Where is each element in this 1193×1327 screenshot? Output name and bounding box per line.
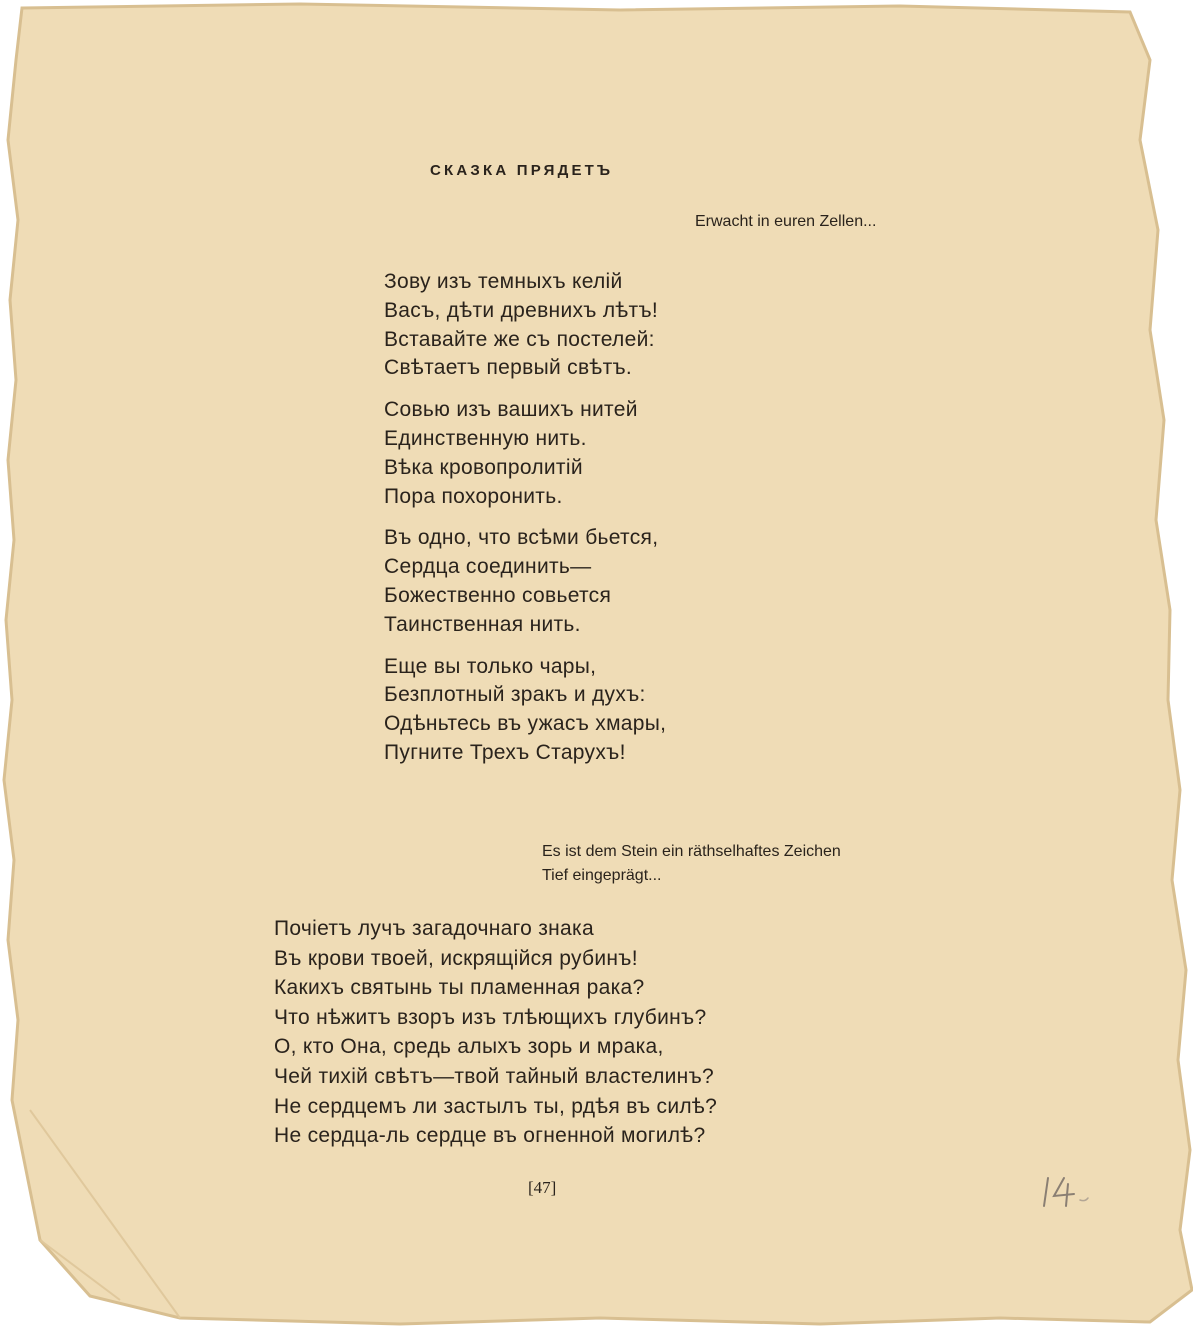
verse-line: Свѣтаетъ первый свѣтъ. xyxy=(384,356,633,380)
verse-line: Вѣка кровопролитій xyxy=(384,455,583,479)
stanza xyxy=(384,268,666,383)
verse-line: Единственную нить. xyxy=(384,426,587,450)
verse-line: Не сердца-ль сердце въ огненной могилѣ? xyxy=(274,1124,706,1148)
verse-line: Пора похоронить. xyxy=(384,484,563,508)
verse-line: Божественно совьется xyxy=(384,583,612,607)
verse-line: Вставайте же съ постелей: xyxy=(384,327,655,351)
verse-line: Пугните Трехъ Старухъ! xyxy=(384,740,626,764)
verse-line: Въ одно, что всѣми бьется, xyxy=(384,526,659,550)
poem-title: СКАЗКА ПРЯДЕТЪ xyxy=(430,162,614,179)
verse-line: Безплотный зракъ и духъ: xyxy=(384,683,646,707)
stanza xyxy=(384,396,666,511)
epigraph-second xyxy=(542,840,841,888)
verse-line: Одѣньтесь въ ужасъ хмары, xyxy=(384,712,667,736)
stanza xyxy=(384,524,666,639)
verse-line: Какихъ святынь ты пламенная рака? xyxy=(274,976,645,1000)
verse-line: Не сердцемъ ли застылъ ты, рдѣя въ силѣ? xyxy=(274,1094,718,1118)
verse-line: Васъ, дѣти древнихъ лѣтъ! xyxy=(384,298,659,322)
verse-line: Что нѣжитъ взоръ изъ тлѣющихъ глубинъ? xyxy=(274,1005,707,1029)
verse-line: Чей тихій свѣтъ—твой тайный властелинъ? xyxy=(274,1064,714,1088)
verse-line: Сердца соединить— xyxy=(384,555,592,579)
pencil-annotation xyxy=(1040,1174,1090,1210)
verse-line: Зову изъ темныхъ келій xyxy=(384,270,623,293)
verse-line: Таинственная нить. xyxy=(384,612,581,636)
verse-line: Въ крови твоей, искрящійся рубинъ! xyxy=(274,946,638,970)
epigraph-second-line: Es ist dem Stein ein räthselhaftes Zeichen xyxy=(542,843,841,860)
poem-second xyxy=(274,914,717,1151)
poem-first xyxy=(384,268,666,768)
stanza xyxy=(384,653,666,768)
epigraph-second-line: Tief eingeprägt... xyxy=(542,867,662,884)
verse-line: Почіетъ лучъ загадочнаго знака xyxy=(274,917,594,940)
page-number: [47] xyxy=(528,1178,557,1197)
verse-line: Совью изъ вашихъ нитей xyxy=(384,398,638,422)
verse-line: Еще вы только чары, xyxy=(384,654,597,678)
verse-line: О, кто Она, средь алыхъ зорь и мрака, xyxy=(274,1035,664,1059)
epigraph-first xyxy=(695,210,876,234)
epigraph-first-line: Erwacht in euren Zellen... xyxy=(695,213,877,230)
